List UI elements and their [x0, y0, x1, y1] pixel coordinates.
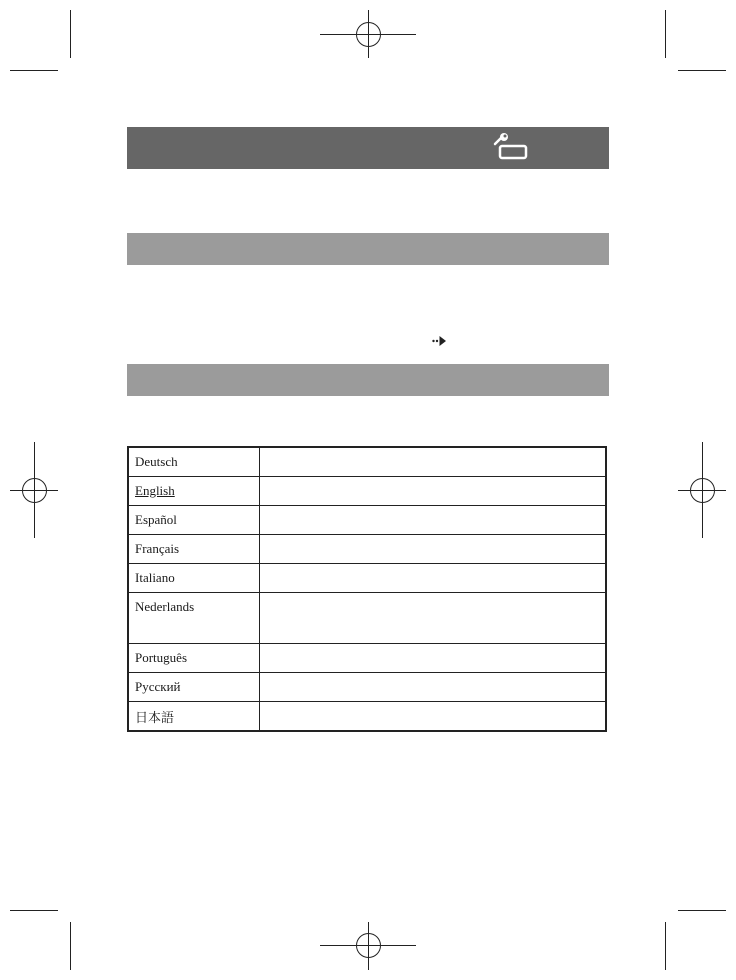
table-row: [128, 535, 606, 564]
crop-mark: [665, 922, 666, 970]
table-row: [128, 564, 606, 593]
crop-mark: [665, 10, 666, 58]
crop-mark: [678, 910, 726, 911]
table-row: [128, 673, 606, 702]
language-table: [127, 446, 607, 732]
section-title-bar: [127, 127, 609, 169]
language-name: 日本語: [128, 702, 260, 732]
language-name: Português: [128, 644, 260, 673]
crop-mark: [10, 70, 58, 71]
language-description: [260, 644, 607, 673]
language-name: Deutsch: [128, 447, 260, 477]
language-description: [260, 564, 607, 593]
crop-mark: [70, 922, 71, 970]
crop-mark: [678, 70, 726, 71]
table-row: [128, 506, 606, 535]
language-description: [260, 593, 607, 644]
crop-mark: [70, 10, 71, 58]
language-name: Русский: [128, 673, 260, 702]
registration-circle: [690, 478, 715, 503]
language-description: [260, 535, 607, 564]
registration-circle: [22, 478, 47, 503]
table-row: [128, 702, 606, 732]
table-row: [128, 593, 606, 644]
registration-circle: [356, 933, 381, 958]
registration-circle: [356, 22, 381, 47]
table-row: [128, 644, 606, 673]
dotted-arrow-right-icon: [432, 334, 448, 352]
language-name: Français: [128, 535, 260, 564]
subsection-bar: [127, 233, 609, 265]
language-name: Nederlands: [128, 593, 260, 644]
language-name: Español: [128, 506, 260, 535]
table-row: [128, 477, 606, 506]
subsection-bar: [127, 364, 609, 396]
language-description: [260, 702, 607, 732]
crop-mark: [10, 910, 58, 911]
table-row: [128, 447, 606, 477]
language-description: [260, 477, 607, 506]
language-name: Italiano: [128, 564, 260, 593]
language-name: English: [135, 483, 175, 498]
settings-screen-icon: [492, 132, 530, 167]
language-description: [260, 506, 607, 535]
language-description: [260, 447, 607, 477]
language-description: [260, 673, 607, 702]
